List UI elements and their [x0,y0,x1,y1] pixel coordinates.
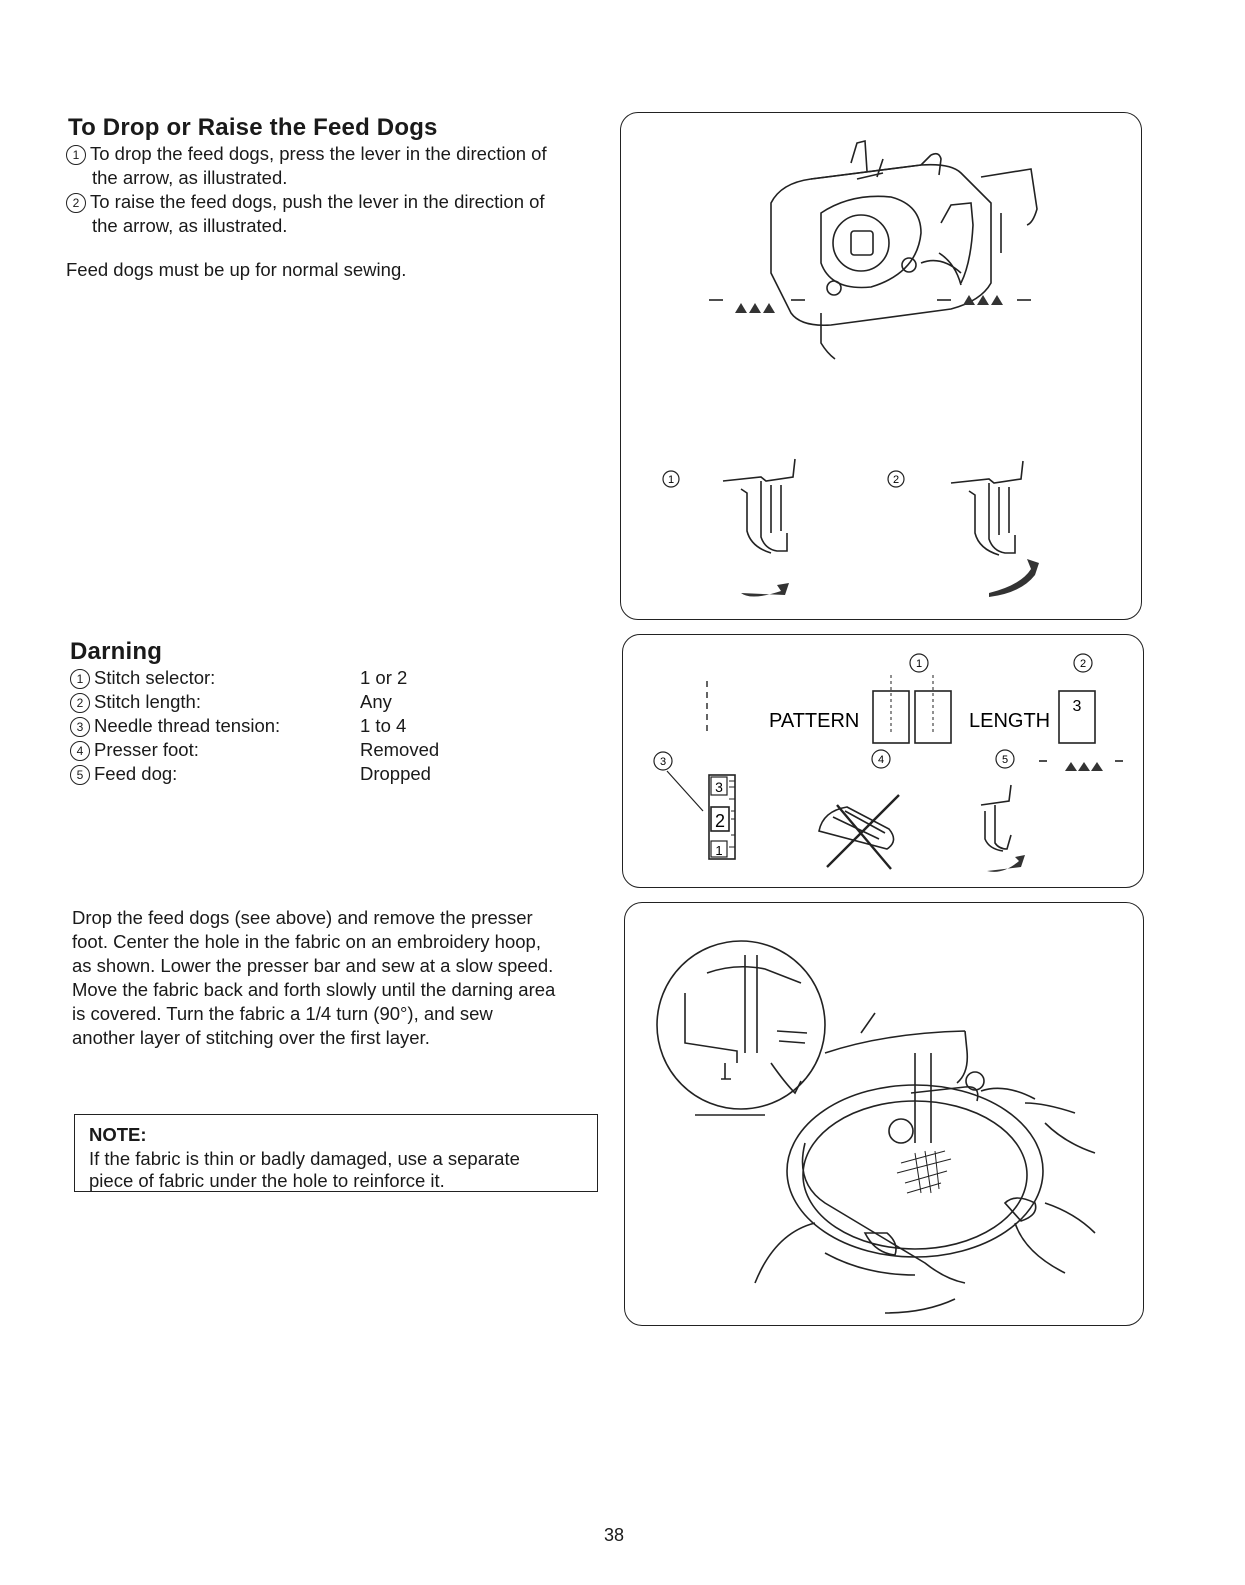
callout-5: 5 [1001,754,1009,766]
step-text-cont: the arrow, as illustrated. [92,215,288,236]
length-value: 3 [1072,698,1082,715]
step-text: To raise the feed dogs, push the lever in the direction of [90,191,545,212]
setting-number: 3 [70,717,90,737]
feed-dogs-step-2 [66,190,606,238]
feed-dogs-step-1 [66,142,606,190]
setting-number: 2 [70,693,90,713]
darning-settings [70,666,439,786]
darning-settings-illustration [623,635,1143,887]
section-title-feed-dogs: To Drop or Raise the Feed Dogs [68,114,438,141]
note-line: piece of fabric under the hole to reinforce it. [89,1170,445,1191]
dial-mark-1: 1 [715,843,723,858]
setting-value: Dropped [360,763,431,784]
instruction-line: is covered. Turn the fabric a 1/4 turn (90°), and sew [72,1003,493,1024]
setting-number: 5 [70,765,90,785]
figure-darning-settings [622,634,1144,888]
callout-2: 2 [892,474,900,486]
callout-1: 1 [667,474,675,486]
instruction-line: another layer of stitching over the first layer. [72,1027,430,1048]
note-box [74,1114,598,1192]
instruction-line: Drop the feed dogs (see above) and remove the presser [72,907,533,928]
page-number: 38 [604,1525,625,1545]
callout-4: 4 [877,754,885,766]
pattern-label: PATTERN [769,710,860,732]
setting-label: Needle thread tension: [94,715,281,736]
setting-value: Any [360,691,392,712]
figure-feed-dog-lever [620,112,1142,620]
setting-label: Stitch length: [94,691,201,712]
section-title-darning: Darning [70,638,163,665]
setting-number: 1 [70,669,90,689]
setting-label: Stitch selector: [94,667,216,688]
instruction-line: Move the fabric back and forth slowly until the darning area [72,979,556,1000]
length-label: LENGTH [969,710,1051,732]
setting-label: Presser foot: [94,739,199,760]
setting-value: 1 or 2 [360,667,408,688]
setting-value: Removed [360,739,440,760]
setting-value: 1 to 4 [360,715,407,736]
note-title: NOTE: [89,1124,147,1145]
step-number: 1 [66,145,86,165]
dial-mark-2: 2 [714,811,726,831]
feed-dog-illustration [621,113,1141,619]
dial-mark-3: 3 [715,779,723,795]
setting-label: Feed dog: [94,763,178,784]
feed-dogs-note: Feed dogs must be up for normal sewing. [66,259,407,280]
instruction-line: foot. Center the hole in the fabric on an embroidery hoop, [72,931,541,952]
step-text-cont: the arrow, as illustrated. [92,167,288,188]
figure-darning-hoop [624,902,1144,1326]
step-text: To drop the feed dogs, press the lever in the direction of [90,143,547,164]
note-line: If the fabric is thin or badly damaged, use a separate [89,1148,520,1169]
callout-1: 1 [915,658,923,670]
instruction-line: as shown. Lower the presser bar and sew at a slow speed. [72,955,554,976]
darning-instructions [72,906,612,1050]
setting-number: 4 [70,741,90,761]
darning-hoop-illustration [625,903,1143,1325]
callout-3: 3 [659,756,667,768]
callout-2: 2 [1079,658,1087,670]
step-number: 2 [66,193,86,213]
